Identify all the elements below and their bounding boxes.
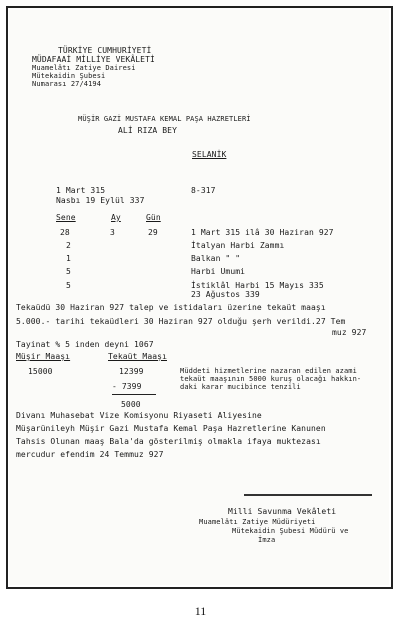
signature-line-4: İmza: [258, 536, 276, 544]
row1-gun: 29: [148, 228, 158, 237]
row1-sene: 28: [60, 228, 70, 237]
header-line-5: Numarası 27/4194: [32, 80, 102, 88]
col-header-gun: Gün: [146, 213, 161, 222]
header-line-4: Mütekaidin Şubesi: [32, 72, 106, 80]
para2-line-3: Tahsis Olunan maaş Bala'da gösterilmiş olmakla ifaya muktezası: [16, 437, 321, 446]
header-line-2: MÜDAFAAİ MİLLİYE VEKÂLETİ: [32, 55, 155, 64]
musir-maasi-value: 15000: [28, 367, 53, 376]
para2-line-4: mercudur efendim 24 Temmuz 927: [16, 450, 164, 459]
row4-sene: 5: [66, 267, 71, 276]
row5-desc: İstiklâl Harbi 15 Mayıs 335: [191, 281, 324, 290]
musir-maasi-header: Müşir Maaşı: [16, 352, 71, 361]
para1-line-2: 5.000.- tarihi tekaüdleri 30 Haziran 927 olduğu şerh verildi.27 Tem: [16, 317, 346, 326]
col-header-sene: Sene: [56, 213, 76, 222]
salary-note-1: Müddeti hizmetlerine nazaran edilen azami: [180, 367, 357, 375]
page-number: 11: [194, 604, 207, 618]
para1-line-3: muz 927: [332, 328, 367, 337]
row5-sene: 5: [66, 281, 71, 290]
signature-line-1: Milli Savunma Vekâleti: [228, 507, 337, 516]
title-line-2: ALİ RIZA BEY: [118, 126, 177, 135]
reference-code: 8-317: [191, 186, 216, 195]
row4-desc: Harbi Umumi: [191, 267, 246, 276]
row1-ay: 3: [110, 228, 115, 237]
signature-line-3: Mütekaidin Şubesi Müdürü ve: [232, 527, 349, 535]
salary-note-3: daki karar mucibince tenzili: [180, 383, 301, 391]
row3-sene: 1: [66, 254, 71, 263]
raise-line: Tayinat % 5 inden deyni 1067: [16, 340, 154, 349]
tekaut-maasi-header: Tekaüt Maaşı: [108, 352, 167, 361]
sum-line: [112, 394, 156, 395]
row3-desc: Balkan " ": [191, 254, 241, 263]
para2-line-1: Divanı Muhasebat Vize Komisyonu Riyaseti Aliyesine: [16, 411, 262, 420]
title-line-3: SELANİK: [192, 150, 227, 159]
salary-value-2: - 7399: [112, 382, 142, 391]
salary-total: 5000: [121, 400, 141, 409]
nasb-date: Nasbı 19 Eylül 337: [56, 196, 145, 205]
title-line-1: MÜŞİR GAZİ MUSTAFA KEMAL PAŞA HAZRETLERİ: [78, 115, 251, 123]
birth-date: 1 Mart 315: [56, 186, 106, 195]
stamp-strike: [244, 494, 372, 496]
salary-value-1: 12399: [119, 367, 144, 376]
col-header-ay: Ay: [111, 213, 121, 222]
header-line-3: Muamelâtı Zatiye Dairesi: [32, 64, 136, 72]
para1-line-1: Tekaüdü 30 Haziran 927 talep ve istidaları üzerine tekaüt maaşı: [16, 303, 326, 312]
salary-note-2: tekaüt maaşının 5000 kuruş olacağı hakkın-: [180, 375, 362, 383]
signature-line-2: Muamelâtı Zatiye Müdüriyeti: [199, 518, 316, 526]
header-line-1: TÜRKİYE CUMHURİYETİ: [58, 46, 152, 55]
row2-sene: 2: [66, 241, 71, 250]
row1-desc: 1 Mart 315 ilâ 30 Haziran 927: [191, 228, 334, 237]
row2-desc: İtalyan Harbi Zammı: [191, 241, 285, 250]
para2-line-2: Müşarünileyh Müşir Gazi Mustafa Kemal Paşa Hazretlerine Kanunen: [16, 424, 326, 433]
row5-desc-2: 23 Ağustos 339: [191, 290, 260, 299]
